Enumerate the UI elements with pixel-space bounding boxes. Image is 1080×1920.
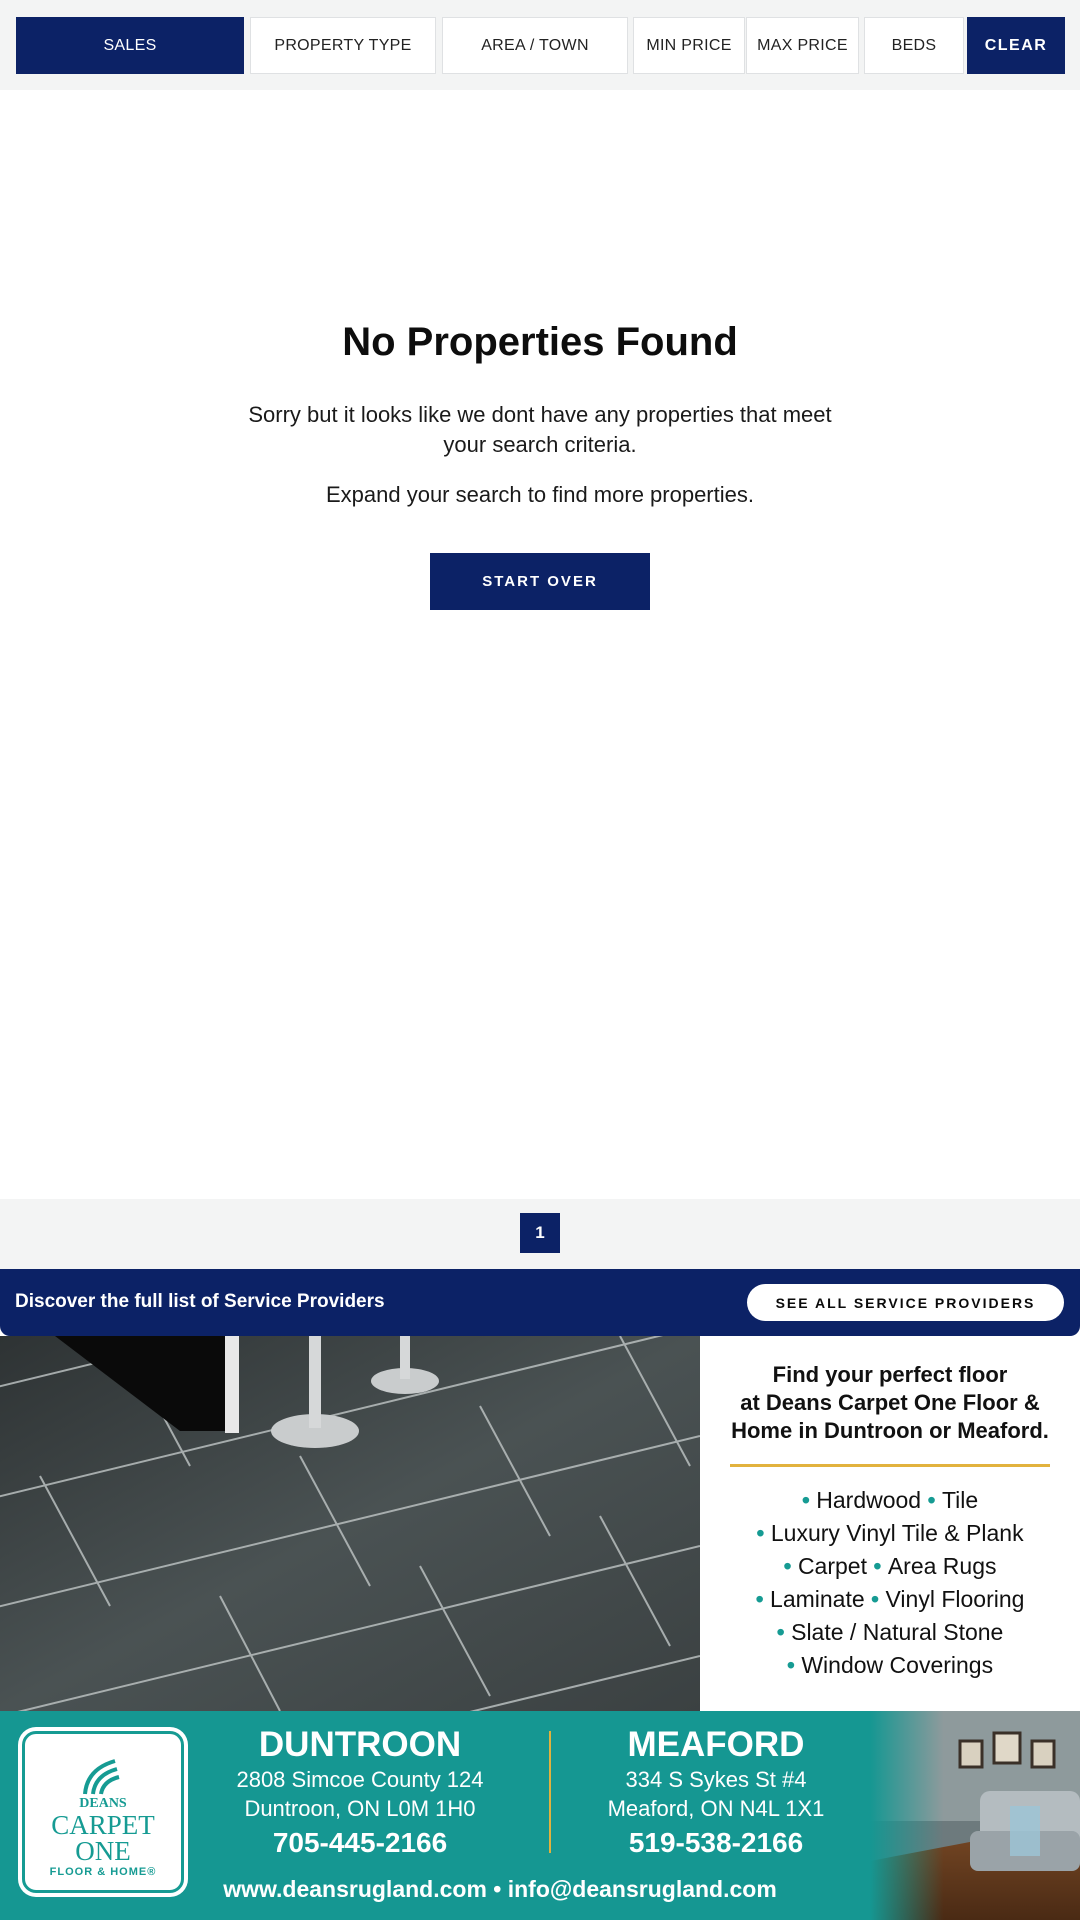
- empty-state-hint: Expand your search to find more properties.: [325, 482, 754, 507]
- see-all-service-providers-button[interactable]: SEE ALL SERVICE PROVIDERS: [747, 1284, 1064, 1321]
- product-carpet: Carpet: [797, 1553, 867, 1579]
- bullet-icon: •: [801, 1487, 817, 1513]
- beds-filter-button[interactable]: BEDS: [864, 17, 964, 74]
- product-window-coverings: Window Coverings: [801, 1652, 994, 1678]
- product-line: [700, 1517, 1080, 1550]
- product-hardwood: Hardwood: [816, 1487, 922, 1513]
- product-vinyl: Vinyl Flooring: [885, 1586, 1025, 1612]
- product-list: [700, 1484, 1080, 1682]
- bullet-icon: •: [873, 1553, 888, 1579]
- ad-headline-line-1: Find your perfect floor: [772, 1362, 1008, 1387]
- ad-contact-line[interactable]: www.deansrugland.com • info@deansrugland.com: [223, 1876, 777, 1902]
- duntroon-address-2: Duntroon, ON L0M 1H0: [244, 1796, 476, 1821]
- bullet-icon: •: [783, 1553, 798, 1579]
- bullet-icon: •: [871, 1586, 886, 1612]
- duntroon-address-1: 2808 Simcoe County 124: [236, 1767, 484, 1792]
- product-line: [700, 1550, 1080, 1583]
- meaford-location: [566, 1725, 866, 1863]
- ad-copy-panel: [700, 1336, 1080, 1711]
- bullet-icon: •: [786, 1652, 802, 1678]
- page-number-current[interactable]: 1: [520, 1213, 560, 1253]
- area-town-filter-button[interactable]: AREA / TOWN: [442, 17, 628, 74]
- product-line: [700, 1484, 1080, 1517]
- carpet-one-logo: [22, 1731, 184, 1893]
- product-line: [700, 1616, 1080, 1649]
- product-line: [700, 1649, 1080, 1682]
- logo-floor-home: FLOOR & HOME®: [49, 1866, 157, 1878]
- bullet-icon: •: [776, 1619, 792, 1645]
- logo-one: ONE: [75, 1836, 131, 1866]
- ad-headline: [700, 1361, 1080, 1445]
- gold-divider: [730, 1464, 1050, 1467]
- duntroon-phone[interactable]: 705-445-2166: [272, 1827, 448, 1858]
- logo-carpet-one: [25, 1812, 181, 1864]
- ad-headline-line-2: at Deans Carpet One Floor &: [740, 1390, 1040, 1415]
- tile-floor-photo: [0, 1336, 700, 1711]
- empty-state-title: No Properties Found: [342, 320, 738, 364]
- logo-deans: DEANS: [79, 1796, 127, 1811]
- product-area-rugs: Area Rugs: [887, 1553, 997, 1579]
- min-price-filter-button[interactable]: MIN PRICE: [633, 17, 745, 74]
- bullet-icon: •: [927, 1487, 942, 1513]
- clear-filters-button[interactable]: CLEAR: [967, 17, 1065, 74]
- duntroon-location: [200, 1725, 520, 1863]
- product-line: [700, 1583, 1080, 1616]
- pagination: [0, 1199, 1080, 1269]
- product-slate: Slate / Natural Stone: [791, 1619, 1004, 1645]
- sales-filter-button[interactable]: SALES: [16, 17, 244, 74]
- logo-arcs-icon: [25, 1739, 181, 1799]
- meaford-address-2: Meaford, ON N4L 1X1: [607, 1796, 825, 1821]
- product-lvt: Luxury Vinyl Tile & Plank: [770, 1520, 1024, 1546]
- meaford-name: MEAFORD: [627, 1725, 805, 1764]
- ad-footer: [0, 1711, 1080, 1920]
- logo-carpet: CARPET: [51, 1810, 155, 1840]
- product-tile: Tile: [941, 1487, 979, 1513]
- start-over-button[interactable]: START OVER: [430, 553, 650, 610]
- bullet-icon: •: [756, 1520, 771, 1546]
- advertisement-banner[interactable]: [0, 1336, 1080, 1920]
- duntroon-name: DUNTROON: [258, 1725, 462, 1764]
- tile-floor-illustration: [0, 1336, 700, 1711]
- empty-state-message: Sorry but it looks like we dont have any properties that meet your search criteria.: [248, 402, 832, 457]
- service-providers-bar: [0, 1269, 1080, 1336]
- location-divider: [549, 1731, 551, 1853]
- meaford-address-1: 334 S Sykes St #4: [625, 1767, 807, 1792]
- ad-headline-line-3: Home in Duntroon or Meaford.: [731, 1418, 1049, 1443]
- service-providers-text: Discover the full list of Service Providers: [15, 1291, 385, 1312]
- living-room-photo: [870, 1711, 1080, 1920]
- meaford-phone[interactable]: 519-538-2166: [628, 1827, 804, 1858]
- property-type-filter-button[interactable]: PROPERTY TYPE: [250, 17, 436, 74]
- max-price-filter-button[interactable]: MAX PRICE: [746, 17, 859, 74]
- product-laminate: Laminate: [770, 1586, 865, 1612]
- bullet-icon: •: [755, 1586, 771, 1612]
- filter-bar: [0, 0, 1080, 90]
